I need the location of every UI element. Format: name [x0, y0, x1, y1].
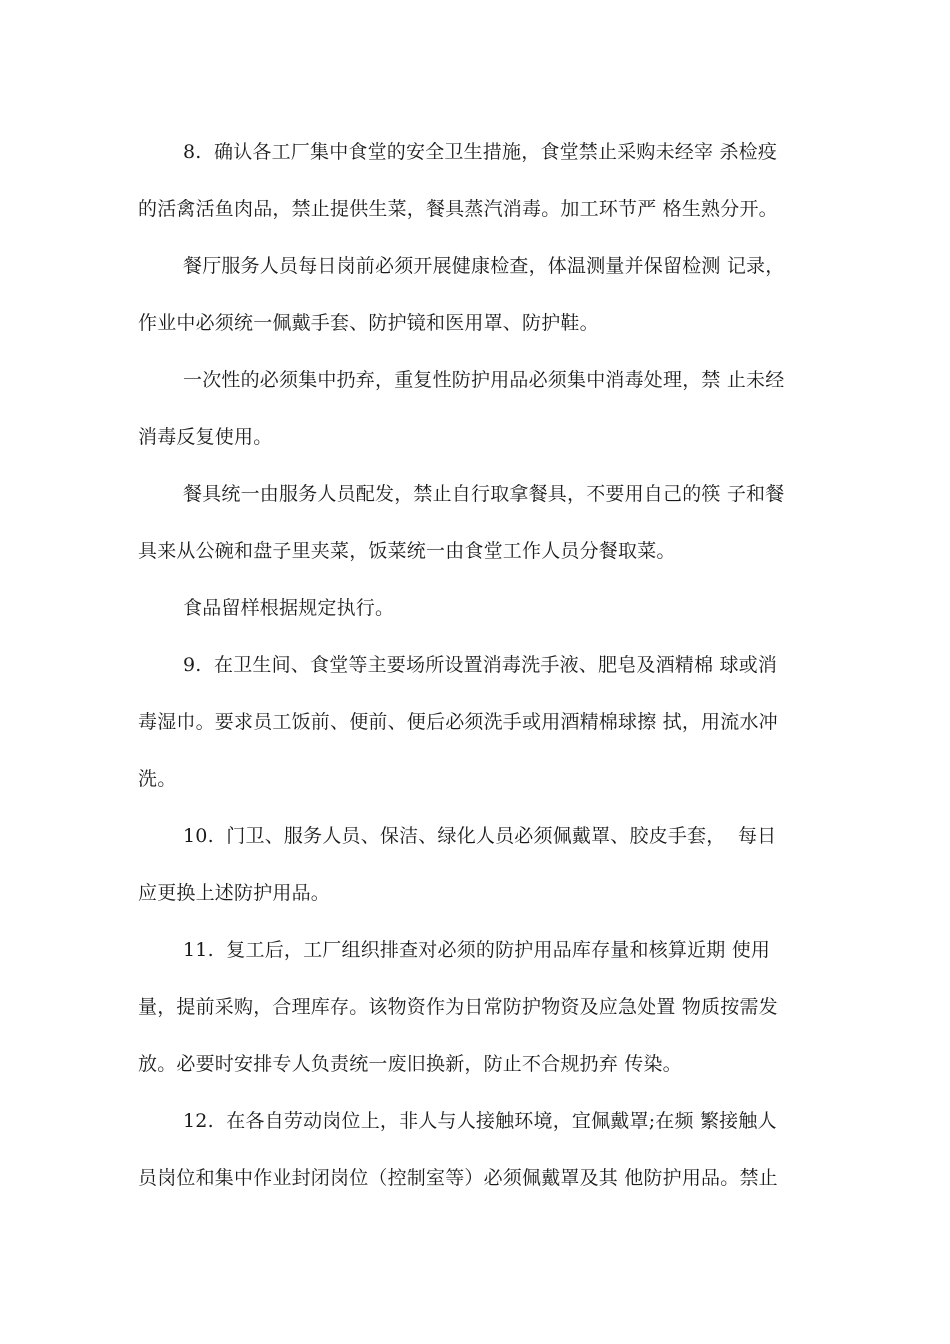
text-line: 11. 复工后，工厂组织排查对必须的防护用品库存量和核算近期 使用 [183, 939, 771, 961]
text-line: 餐厅服务人员每日岗前必须开展健康检查，体温测量并保留检测 记录， [183, 255, 785, 277]
text-line: 餐具统一由服务人员配发，禁止自行取拿餐具，不要用自己的筷 子和餐 [183, 483, 785, 505]
text-line: 员岗位和集中作业封闭岗位（控制室等）必须佩戴罩及其 他防护用品。禁止 [138, 1167, 778, 1189]
text-line: 作业中必须统一佩戴手套、防护镜和医用罩、防护鞋。 [138, 312, 599, 334]
text-line: 放。必要时安排专人负责统一废旧换新，防止不合规扔弃 传染。 [138, 1053, 682, 1075]
text-line: 9. 在卫生间、食堂等主要场所设置消毒洗手液、肥皂及酒精棉 球或消 [183, 654, 778, 676]
text-line: 具来从公碗和盘子里夹菜，饭菜统一由食堂工作人员分餐取菜。 [138, 540, 676, 562]
text-line: 一次性的必须集中扔弃，重复性防护用品必须集中消毒处理，禁 止未经 [183, 369, 785, 391]
text-line: 的活禽活鱼肉品，禁止提供生菜，餐具蒸汽消毒。加工环节严 格生熟分开。 [138, 198, 778, 220]
text-line: 应更换上述防护用品。 [138, 882, 331, 904]
text-line: 食品留样根据规定执行。 [183, 597, 395, 619]
text-line: 消毒反复使用。 [138, 426, 273, 448]
text-line: 8. 确认各工厂集中食堂的安全卫生措施，食堂禁止采购未经宰 杀检疫 [183, 141, 778, 163]
text-line: 洗。 [138, 768, 177, 790]
text-line: 毒湿巾。要求员工饭前、便前、便后必须洗手或用酒精棉球擦 拭，用流水冲 [138, 711, 778, 733]
text-line: 10. 门卫、服务人员、保洁、绿化人员必须佩戴罩、胶皮手套， 每日 [183, 825, 777, 847]
text-line: 12. 在各自劳动岗位上，非人与人接触环境，宜佩戴罩;在频 繁接触人 [183, 1110, 777, 1132]
text-line: 量，提前采购，合理库存。该物资作为日常防护物资及应急处置 物质按需发 [138, 996, 778, 1018]
